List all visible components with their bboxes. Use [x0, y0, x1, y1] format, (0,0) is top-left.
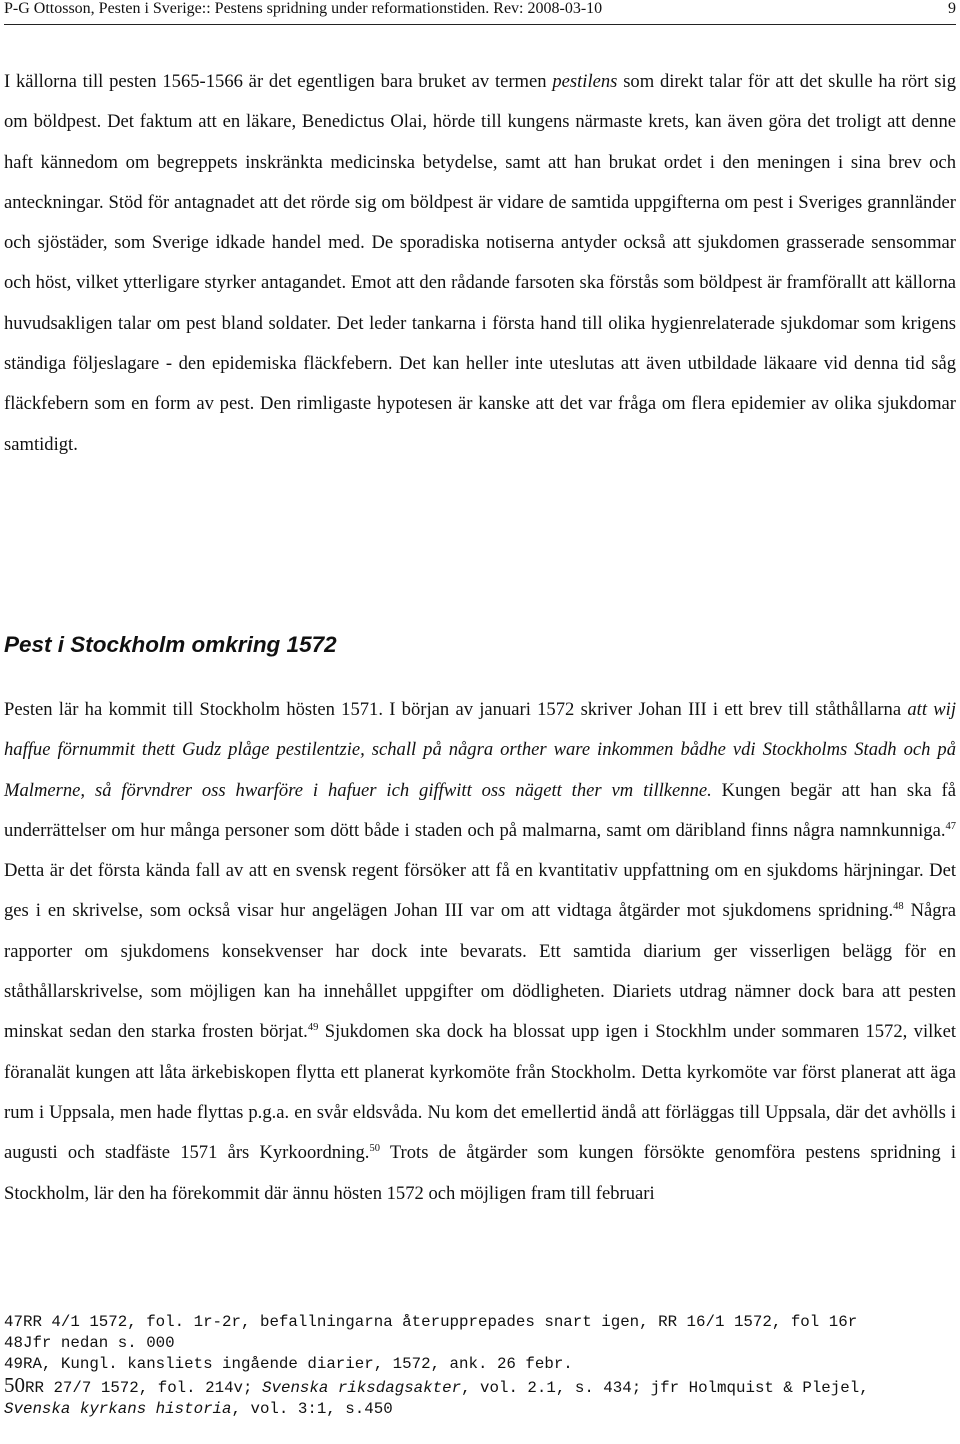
paragraph-text: Några rapporter om sjukdomens konsekvenser har dock inte bevarats. Ett samtida diarium ger visserligen belägg för en ståthållarskrivelse, som möjligen kan ha innehållet uppgifter om dödligheten. Diariets utdrag nämner dock bara att pesten minskat sedan den starka frosten börjat. [4, 900, 956, 1043]
paragraph-text: I källorna till pesten 1565-1566 är det egentligen bara bruket av termen [4, 71, 553, 92]
section-heading: Pest i Stockholm omkring 1572 [4, 632, 337, 657]
footnote-48 [4, 1333, 944, 1354]
header-title: P-G Ottosson, Pesten i Sverige:: Pestens spridning under reformationstiden. Rev: 2008-03-10 [4, 0, 603, 17]
paragraph-text: Kungen begär att han ska få underrättelser om hur många personer som dött både i staden och på malmarna, samt om däribland finns några namnkunniga. [4, 779, 956, 841]
page-number: 9 [948, 0, 956, 17]
footnote-ref-48[interactable]: 48 [893, 901, 904, 913]
footnote-text: , vol. 2.1, s. 434; jfr Holmquist & Plejel, [461, 1379, 869, 1397]
footnote-text: RA, Kungl. kansliets ingående diarier, 1572, ank. 26 febr. [22, 1355, 573, 1373]
paragraph-text: Trots de åtgärder som kungen försökte genomföra pestens spridning i Stockholm, lär den ha förekommit där ännu hösten 1572 och möjligen fram till februari [4, 1142, 956, 1204]
quoted-letter: att wij haffue förnummit thett Gudz plåge pestilentzie, schall på några orther ware inkommen bådhe vdi Stockholms Stadh och på Malmerne, så förvndrer oss hwarföre i hafuer ich giffwitt oss nägett ther vm tillkenne. [4, 699, 956, 801]
footnote-49 [4, 1354, 944, 1375]
paragraph-text: Pesten lär ha kommit till Stockholm hösten 1571. I början av januari 1572 skriver Johan III i ett brev till ståthållarna [4, 699, 908, 720]
term-pestilens: pestilens [552, 71, 618, 92]
paragraph-text: som direkt talar för att det skulle ha rört sig om böldpest. Det faktum att en läkare, Benedictus Olai, hörde till kungens närmaste krets, kan även göra det troligt att denne haft kännedom om begreppets inskränkta medicinska betydelse, samt att han brukat ordet i den meningen i sina brev och anteckningar. Stöd för antagnadet att det rörde sig om böldpest är vidare de samtida uppgifterna om pest i Sveriges grannländer och sjöstäder, som Sverige idkade handel med. De sporadiska notiserna antyder också att sjukdomen grasserade sensommar och höst, vilket ytterligare styrker antagandet. Emot att den rådande farsoten ska förstås som böldpest är framförallt att källorna huvudsakligen talar om pest bland soldater. Det leder tankarna i första hand till olika hygienrelaterade sjukdomar som krigens ständiga följeslagare - den epidemiska fläckfebern. Det kan heller inte uteslutas att även utbildade läkaare vid denna tid såg fläckfebern som en form av pest. Den rimligaste hypotesen är kanske att det var fråga om flera epidemier av olika sjukdomar samtidigt. [4, 71, 956, 455]
footnote-50 [4, 1375, 944, 1420]
footnote-text: Jfr nedan s. 000 [22, 1334, 175, 1352]
running-header [4, 0, 956, 25]
footnote-text: RR 27/7 1572, fol. 214v; [25, 1379, 262, 1397]
footnote-text: , vol. 3:1, s.450 [231, 1400, 393, 1418]
footnotes [4, 1312, 944, 1420]
footnote-ref-49[interactable]: 49 [307, 1022, 319, 1034]
footnote-title: Svenska kyrkans historia [4, 1400, 232, 1418]
footnote-number: 47 [4, 1313, 23, 1331]
footnote-number: 49 [4, 1355, 23, 1373]
footnote-47 [4, 1312, 944, 1333]
paragraph-text: Sjukdomen ska dock ha blossat upp igen i Stockhlm under sommaren 1572, vilket föranalät kungen att låta ärkebiskopen flytta ett planerat kyrkomöte från Stockholm. Detta kyrkomöte var först planerat att äga rum i Uppsala, men hade flyttas p.g.a. en svår eldsvåda. Nu kom det emellertid ändå att förläggas till Uppsala, där det avhölls i augusti och stadfäste 1571 års Kyrkoordning. [4, 1021, 956, 1164]
paragraph-stockholm-1572 [4, 690, 956, 1214]
footnote-text: RR 4/1 1572, fol. 1r-2r, befallningarna återupprepades snart igen, RR 16/1 1572, fol 16r [22, 1313, 858, 1331]
footnote-number: 48 [4, 1334, 23, 1352]
paragraph-plague-1565 [4, 62, 956, 465]
footnote-title: Svenska riksdagsakter [262, 1379, 462, 1397]
footnote-ref-47[interactable]: 47 [945, 820, 956, 832]
footnote-ref-50[interactable]: 50 [369, 1143, 380, 1155]
paragraph-text: Detta är det första kända fall av att en svensk regent försöker att få en kvantitativ uppfattning om en sjukdoms härjningar. Det ges i en skrivelse, som också visar hur angelägen Johan III var om att vidtaga åtgärder mot sjukdomens spridning. [4, 860, 956, 922]
footnote-number: 50 [4, 1373, 25, 1397]
